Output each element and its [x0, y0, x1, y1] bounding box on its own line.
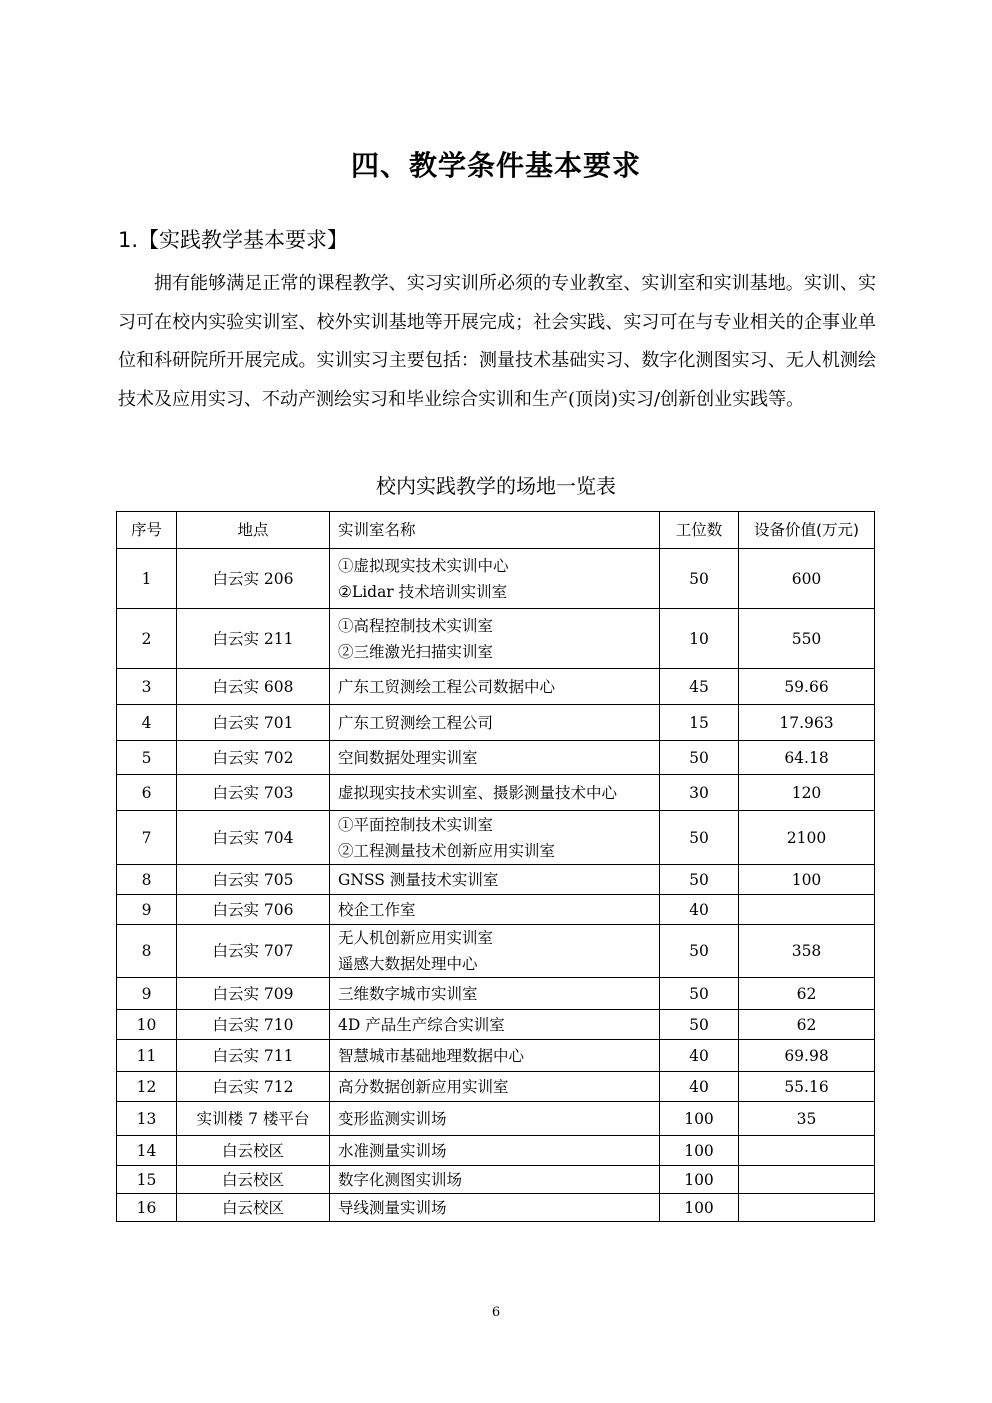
cell-room-name	[330, 925, 660, 978]
body-paragraph: 拥有能够满足正常的课程教学、实习实训所必须的专业教室、实训室和实训基地。实训、实习可在校内实验实训室、校外实训基地等开展完成；社会实践、实习可在与专业相关的企事业单位和科研院所开展完成。实训实习主要包括：测量技术基础实习、数字化测图实习、无人机测绘技术及应用实习、不动产测绘实习和毕业综合实训和生产(顶岗)实习/创新创业实践等。	[118, 273, 876, 410]
cell-stations: 50	[660, 741, 739, 775]
room-name-line: 无人机创新应用实训室	[338, 929, 494, 947]
cell-no: 8	[117, 865, 177, 895]
table-row	[117, 811, 875, 865]
cell-equipment-value: 120	[739, 775, 875, 811]
cell-room-name	[330, 1166, 660, 1194]
cell-equipment-value: 100	[739, 865, 875, 895]
table-row	[117, 1072, 875, 1102]
table-row	[117, 669, 875, 705]
cell-stations: 50	[660, 811, 739, 865]
cell-no: 6	[117, 775, 177, 811]
table-row	[117, 549, 875, 609]
cell-equipment-value: 59.66	[739, 669, 875, 705]
cell-room-name	[330, 741, 660, 775]
cell-stations: 100	[660, 1136, 739, 1166]
cell-no: 5	[117, 741, 177, 775]
cell-equipment-value: 64.18	[739, 741, 875, 775]
cell-stations: 50	[660, 1010, 739, 1040]
cell-no: 7	[117, 811, 177, 865]
cell-no: 1	[117, 549, 177, 609]
cell-location: 白云实 707	[177, 925, 330, 978]
cell-no: 15	[117, 1166, 177, 1194]
cell-equipment-value	[739, 1166, 875, 1194]
room-name-line: 高分数据创新应用实训室	[338, 1077, 509, 1096]
room-name-line: ①高程控制技术实训室	[338, 616, 494, 635]
room-name-line: 导线测量实训场	[338, 1198, 447, 1217]
table-row	[117, 1136, 875, 1166]
header-room-name: 实训室名称	[330, 512, 660, 549]
page-number: 6	[491, 1305, 501, 1320]
cell-location: 白云实 705	[177, 865, 330, 895]
table-row	[117, 865, 875, 895]
cell-equipment-value: 62	[739, 978, 875, 1010]
cell-no: 3	[117, 669, 177, 705]
cell-location: 白云校区	[177, 1166, 330, 1194]
cell-equipment-value: 62	[739, 1010, 875, 1040]
cell-room-name	[330, 1040, 660, 1072]
cell-stations: 40	[660, 1040, 739, 1072]
cell-location: 白云校区	[177, 1194, 330, 1222]
cell-room-name	[330, 811, 660, 865]
cell-location: 白云实 211	[177, 609, 330, 669]
cell-equipment-value: 358	[739, 925, 875, 978]
cell-room-name	[330, 1010, 660, 1040]
cell-equipment-value: 35	[739, 1102, 875, 1136]
cell-equipment-value: 69.98	[739, 1040, 875, 1072]
cell-stations: 50	[660, 978, 739, 1010]
header-equipment-value: 设备价值(万元)	[739, 512, 875, 549]
cell-stations: 50	[660, 865, 739, 895]
cell-stations: 10	[660, 609, 739, 669]
cell-no: 2	[117, 609, 177, 669]
room-name-line: ②三维激光扫描实训室	[338, 642, 494, 661]
cell-no: 8	[117, 925, 177, 978]
room-name-line: 广东工贸测绘工程公司数据中心	[338, 677, 556, 696]
room-name-line: 数字化测图实训场	[338, 1170, 463, 1189]
cell-equipment-value	[739, 1194, 875, 1222]
table-row	[117, 1040, 875, 1072]
cell-equipment-value: 2100	[739, 811, 875, 865]
cell-no: 9	[117, 978, 177, 1010]
cell-equipment-value: 55.16	[739, 1072, 875, 1102]
table-row	[117, 1166, 875, 1194]
cell-equipment-value: 550	[739, 609, 875, 669]
cell-location: 白云实 608	[177, 669, 330, 705]
cell-no: 4	[117, 705, 177, 741]
cell-location: 白云实 206	[177, 549, 330, 609]
cell-room-name	[330, 1072, 660, 1102]
cell-stations: 50	[660, 549, 739, 609]
page-title: 四、教学条件基本要求	[350, 149, 641, 182]
room-name-line: 智慧城市基础地理数据中心	[338, 1046, 525, 1065]
cell-stations: 100	[660, 1102, 739, 1136]
room-name-line: ①虚拟现实技术实训中心	[338, 556, 509, 575]
table-row	[117, 1102, 875, 1136]
cell-room-name	[330, 609, 660, 669]
cell-location: 白云实 709	[177, 978, 330, 1010]
table-row	[117, 925, 875, 978]
room-name-line: 4D 产品生产综合实训室	[338, 1015, 505, 1034]
cell-location: 白云实 702	[177, 741, 330, 775]
cell-equipment-value: 600	[739, 549, 875, 609]
cell-location: 白云实 711	[177, 1040, 330, 1072]
cell-location: 白云实 704	[177, 811, 330, 865]
room-name-line: 空间数据处理实训室	[338, 748, 478, 767]
cell-stations: 45	[660, 669, 739, 705]
room-name-line: 虚拟现实技术实训室、摄影测量技术中心	[338, 783, 618, 802]
table-row	[117, 775, 875, 811]
cell-room-name	[330, 669, 660, 705]
cell-equipment-value	[739, 895, 875, 925]
room-name-line: 三维数字城市实训室	[338, 984, 478, 1003]
table-row	[117, 741, 875, 775]
cell-room-name	[330, 1194, 660, 1222]
table-row	[117, 705, 875, 741]
cell-no: 13	[117, 1102, 177, 1136]
room-name-line: 广东工贸测绘工程公司	[338, 713, 494, 732]
cell-stations: 40	[660, 1072, 739, 1102]
cell-location: 白云实 706	[177, 895, 330, 925]
header-location: 地点	[177, 512, 330, 549]
cell-no: 12	[117, 1072, 177, 1102]
room-name-line: GNSS 测量技术实训室	[338, 870, 499, 889]
cell-no: 14	[117, 1136, 177, 1166]
cell-location: 白云校区	[177, 1136, 330, 1166]
cell-room-name	[330, 978, 660, 1010]
table-row	[117, 895, 875, 925]
table-row	[117, 978, 875, 1010]
cell-equipment-value: 17.963	[739, 705, 875, 741]
cell-room-name	[330, 1102, 660, 1136]
cell-stations: 100	[660, 1194, 739, 1222]
cell-stations: 100	[660, 1166, 739, 1194]
room-name-line: ①平面控制技术实训室	[338, 815, 494, 834]
table-row	[117, 1010, 875, 1040]
room-name-line: 变形监测实训场	[338, 1109, 447, 1128]
header-stations: 工位数	[660, 512, 739, 549]
header-no: 序号	[117, 512, 177, 549]
cell-location: 白云实 703	[177, 775, 330, 811]
room-name-line: ②工程测量技术创新应用实训室	[338, 841, 556, 860]
table-caption: 校内实践教学的场地一览表	[376, 474, 616, 498]
cell-location: 白云实 712	[177, 1072, 330, 1102]
cell-room-name	[330, 895, 660, 925]
cell-location: 白云实 710	[177, 1010, 330, 1040]
cell-location: 实训楼 7 楼平台	[177, 1102, 330, 1136]
cell-location: 白云实 701	[177, 705, 330, 741]
section-heading: 1.【实践教学基本要求】	[118, 228, 349, 252]
cell-stations: 30	[660, 775, 739, 811]
table-row	[117, 609, 875, 669]
room-name-line: 遥感大数据处理中心	[338, 955, 478, 973]
cell-no: 16	[117, 1194, 177, 1222]
cell-room-name	[330, 549, 660, 609]
cell-stations: 40	[660, 895, 739, 925]
cell-no: 10	[117, 1010, 177, 1040]
cell-no: 11	[117, 1040, 177, 1072]
table-body	[117, 549, 875, 1222]
cell-room-name	[330, 1136, 660, 1166]
cell-room-name	[330, 705, 660, 741]
room-name-line: 水准测量实训场	[338, 1141, 447, 1160]
cell-room-name	[330, 775, 660, 811]
table-row	[117, 1194, 875, 1222]
cell-room-name	[330, 865, 660, 895]
room-name-line: ②Lidar 技术培训实训室	[338, 582, 508, 601]
venue-table	[116, 511, 875, 1222]
table-header-row	[117, 512, 875, 549]
cell-equipment-value	[739, 1136, 875, 1166]
room-name-line: 校企工作室	[338, 900, 416, 919]
cell-no: 9	[117, 895, 177, 925]
cell-stations: 50	[660, 925, 739, 978]
cell-stations: 15	[660, 705, 739, 741]
